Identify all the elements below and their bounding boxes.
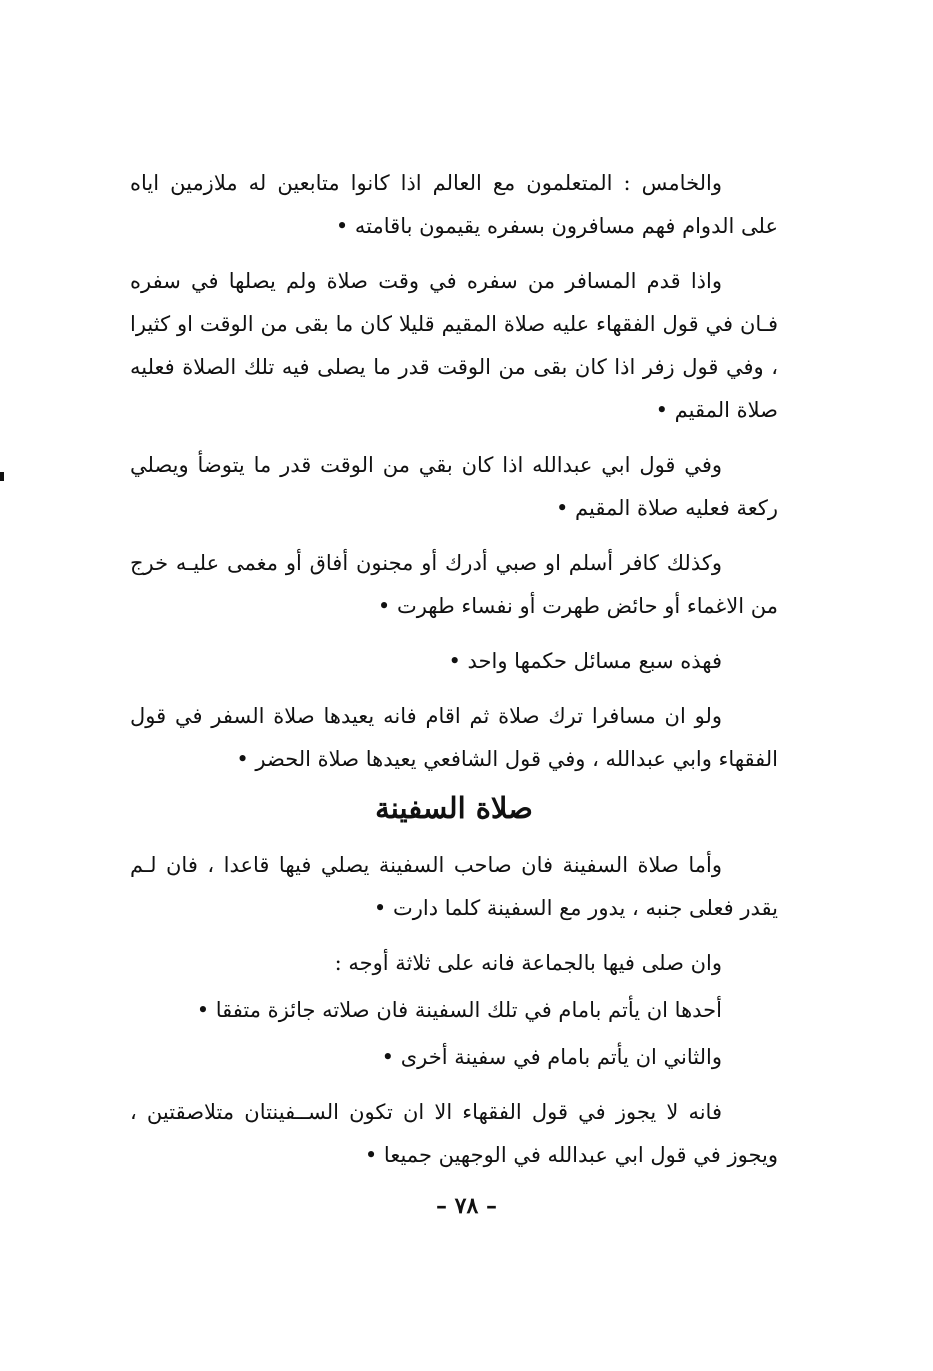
line-first-aspect: أحدها ان يأتم بامام في تلك السفينة فان صلاته جائزة متفقا • (196, 998, 722, 1022)
paragraph-fifth-case: والخامس : المتعلمون مع العالم اذا كانوا متابعين له ملازمين اياه على الدوام فهم مسافرون بسفره يقيمون باقامته • (130, 171, 778, 238)
line-three-aspects: وان صلى فيها بالجماعة فانه على ثلاثة أوجه : (334, 951, 722, 975)
page-number: – ٧٨ – (436, 1193, 497, 1219)
paragraph-seven-issues: فهذه سبع مسائل حكمها واحد • (448, 649, 722, 673)
upper-text-block (130, 162, 778, 781)
paragraph-missed-prayer: ولو ان مسافرا ترك صلاة ثم اقام فانه يعيدها صلاة السفر في قول الفقهاء وابي عبدالله ، وفي قول الشافعي يعيدها صلاة الحضر • (130, 704, 778, 771)
paragraph-abi-abdullah: وفي قول ابي عبدالله اذا كان بقي من الوقت قدر ما يتوضأ ويصلي ركعة فعليه صلاة المقيم • (130, 453, 778, 520)
paragraph-traveler-arrival: واذا قدم المسافر من سفره في وقت صلاة ولم يصلها في سفره فـان في قول الفقهاء عليه صلاة المقيم قليلا كان ما بقى من الوقت او كثيرا ، وفي قول زفر اذا كان بقى من الوقت قدر ما يصلى فيه تلك الصلاة فعليه صلاة المقيم • (130, 269, 778, 422)
paragraph-adjacent-ships: فانه لا يجوز في قول الفقهاء الا ان تكون الســفينتان متلاصقتين ، ويجوز في قول ابي عبدالله في الوجهين جميعا • (130, 1100, 778, 1167)
lower-text-block (130, 844, 778, 1177)
paragraph-similar-cases: وكذلك كافر أسلم او صبي أدرك أو مجنون أفاق أو مغمى عليـه خرج من الاغماء أو حائض طهرت أو نفساء طهرت • (130, 551, 778, 618)
line-second-aspect: والثاني ان يأتم بامام في سفينة أخرى • (381, 1045, 722, 1069)
section-heading: صلاة السفينة (375, 791, 533, 825)
margin-mark (0, 472, 4, 481)
paragraph-ship-prayer: وأما صلاة السفينة فان صاحب السفينة يصلي فيها قاعدا ، فان لـم يقدر فعلى جنبه ، يدور مع السفينة كلما دارت • (130, 853, 778, 920)
